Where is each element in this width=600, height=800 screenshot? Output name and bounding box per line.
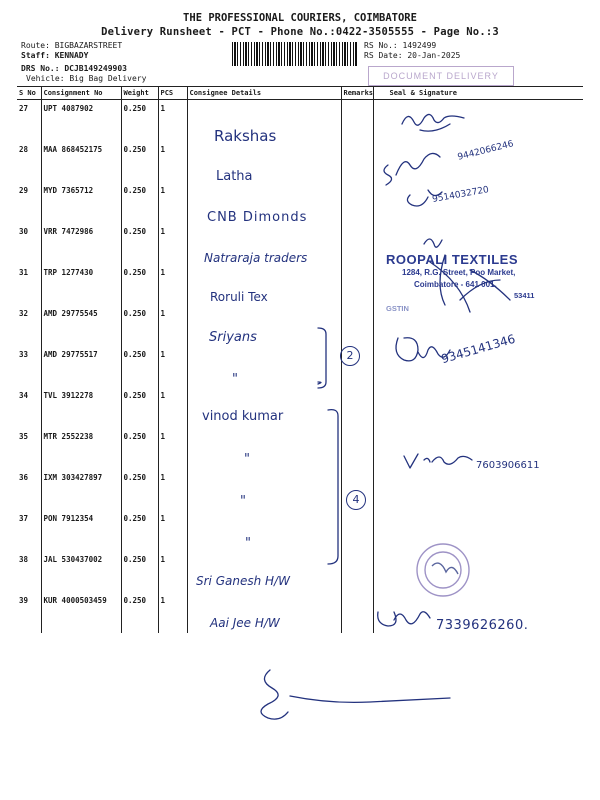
handwritten-phone: 9345141346 [439,331,517,367]
route-label: Route: BIGBAZARSTREET [21,41,123,50]
signature-stroke [261,670,450,719]
handwritten-name: vinod kumar [202,409,284,424]
handwritten-name: Sriyans [209,330,257,345]
signature-stroke [396,338,450,361]
col-sno: S No [17,87,41,100]
cell-pcs: 1 [158,510,187,551]
ditto-mark: " [245,536,251,551]
cell-sno: 29 [19,186,29,195]
cell-weight: 0.250 [121,592,158,633]
handwritten-name: Natraraja traders [204,251,308,265]
bracket-count-badge: 4 [346,490,366,510]
cell-pcs: 1 [158,223,187,264]
signature-stroke [402,114,464,131]
seal-gstin: GSTIN [386,304,409,313]
cell-weight: 0.250 [121,100,158,142]
seal-code: 53411 [514,291,535,300]
cell-weight: 0.250 [121,346,158,387]
handwritten-phone: 9514032720 [431,185,490,205]
handwritten-name: Latha [216,169,253,184]
seal-address-line1: 1284, R.G. Street, Poo Market, [402,268,516,277]
cell-sno: 33 [19,350,29,359]
cell-sno: 28 [19,145,29,154]
cell-consignment: AMD 29775545 [41,305,121,346]
cell-pcs: 1 [158,182,187,223]
cell-consignment: TVL 3912278 [41,387,121,428]
delivery-stamp: DOCUMENT DELIVERY [368,66,514,86]
cell-consignment: TRP 1277430 [41,264,121,305]
cell-pcs: 1 [158,264,187,305]
bracket-count-badge: 2 [340,346,360,366]
col-pcs: PCS [158,87,187,100]
cell-sno: 27 [19,104,29,113]
cell-weight: 0.250 [121,223,158,264]
ditto-mark: " [240,494,246,509]
cell-weight: 0.250 [121,387,158,428]
cell-sno: 32 [19,309,29,318]
cell-pcs: 1 [158,100,187,142]
signature-stroke [424,239,510,312]
cell-weight: 0.250 [121,510,158,551]
rs-number: RS No.: 1492499 [364,41,437,50]
cell-consignment: JAL 530437002 [41,551,121,592]
cell-pcs: 1 [158,141,187,182]
drs-number: DRS No.: DCJB149249903 [21,64,127,73]
handwritten-phone: 7339626260. [436,618,529,633]
cell-consignment: IXM 303427897 [41,469,121,510]
handwritten-phone: 9442066246 [456,139,515,163]
cell-consignment: AMD 29775517 [41,346,121,387]
col-weight: Weight [121,87,158,100]
cell-sno: 36 [19,473,29,482]
cell-weight: 0.250 [121,428,158,469]
col-consignment: Consignment No [41,87,121,100]
cell-sno: 39 [19,596,29,605]
cell-pcs: 1 [158,305,187,346]
runsheet-title: Delivery Runsheet - PCT - Phone No.:0422-3505555 - Page No.:3 [101,26,499,38]
cell-pcs: 1 [158,428,187,469]
ditto-mark: " [244,452,250,467]
signature-stroke [407,190,442,206]
cell-sno: 34 [19,391,29,400]
cell-consignment: MAA 868452175 [41,141,121,182]
cell-sno: 31 [19,268,29,277]
cell-pcs: 1 [158,469,187,510]
handwritten-name: CNB Dimonds [207,210,308,225]
handwritten-name: Rakshas [214,127,277,145]
bracket-stroke [318,328,326,388]
signature-stroke [384,153,440,185]
handwritten-phone: 7603906611 [476,460,540,471]
cell-pcs: 1 [158,551,187,592]
cell-consignment: VRR 7472986 [41,223,121,264]
vehicle-label: Vehicle: Big Bag Delivery [26,74,147,83]
bracket-stroke [328,410,338,564]
round-stamp [417,544,469,596]
company-title: THE PROFESSIONAL COURIERS, COIMBATORE [183,12,417,24]
cell-pcs: 1 [158,387,187,428]
col-seal: Seal & Signature [373,87,583,100]
cell-sno: 38 [19,555,29,564]
handwritten-name: Aai Jee H/W [210,616,280,630]
cell-sno: 37 [19,514,29,523]
cell-consignment: MTR 2552238 [41,428,121,469]
cell-consignment: MYD 7365712 [41,182,121,223]
col-remarks: Remarks [341,87,373,100]
cell-weight: 0.250 [121,305,158,346]
cell-consignment: KUR 4000503459 [41,592,121,633]
ditto-mark: " [232,372,238,387]
cell-sno: 30 [19,227,29,236]
signature-stroke [404,454,472,468]
cell-pcs: 1 [158,592,187,633]
cell-weight: 0.250 [121,551,158,592]
cell-sno: 35 [19,432,29,441]
seal-company-name: ROOPALI TEXTILES [386,252,518,267]
handwritten-name: Sri Ganesh H/W [196,574,290,588]
signature-stroke [378,612,430,626]
cell-weight: 0.250 [121,141,158,182]
seal-address-line2: Coimbatore - 641 001. [414,280,497,289]
cell-weight: 0.250 [121,264,158,305]
staff-label: Staff: KENNADY [21,51,89,60]
cell-weight: 0.250 [121,469,158,510]
cell-weight: 0.250 [121,182,158,223]
handwritten-name: Roruli Tex [210,290,268,304]
cell-pcs: 1 [158,346,187,387]
cell-consignment: PON 7912354 [41,510,121,551]
col-consignee: Consignee Details [187,87,341,100]
rs-date: RS Date: 20-Jan-2025 [364,51,461,60]
cell-consignment: UPT 4087902 [41,100,121,142]
